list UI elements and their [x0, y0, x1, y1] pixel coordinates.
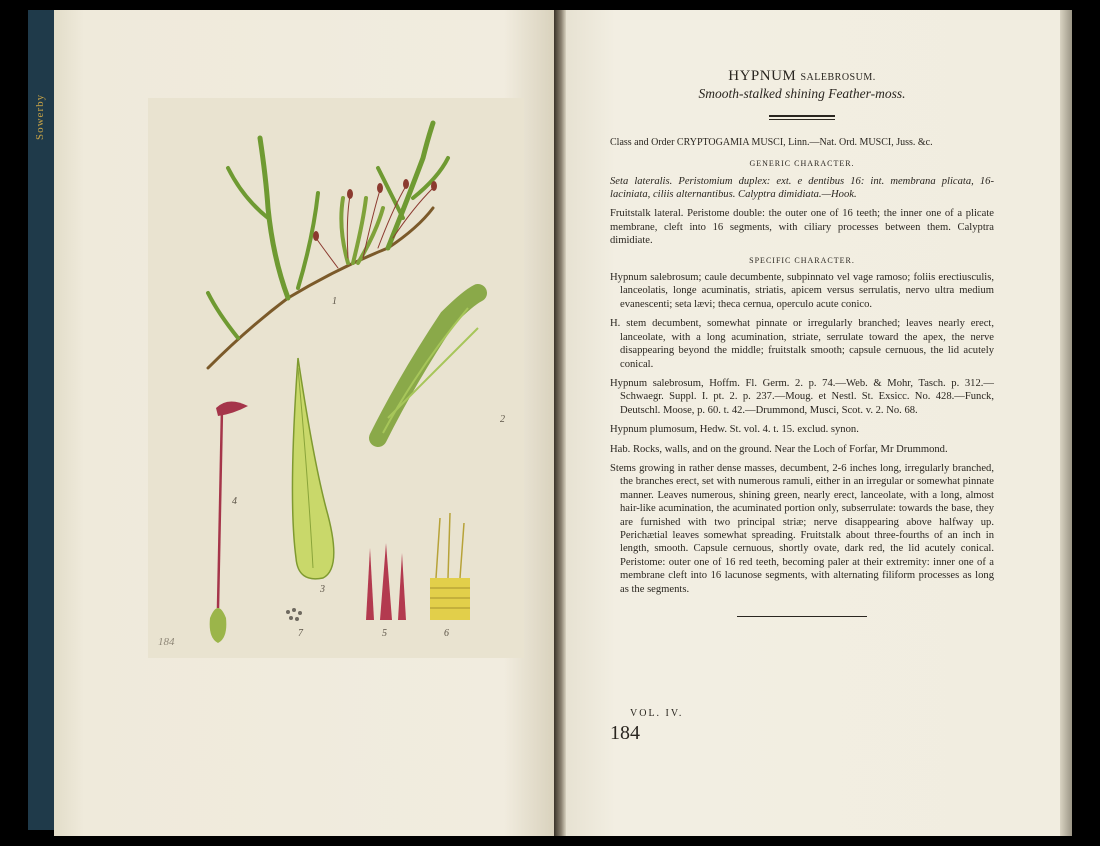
figure-label-6: 6 [444, 628, 449, 639]
figure-3-leaf [292, 358, 333, 579]
volume-label: VOL. IV. [630, 708, 684, 719]
plate-number: 184 [158, 636, 175, 648]
text-block [610, 70, 994, 617]
figure-label-7: 7 [298, 628, 303, 639]
figure-2-leafy-shoot [378, 293, 478, 438]
figure-label-5: 5 [382, 628, 387, 639]
page-title [610, 70, 994, 84]
figure-label-1: 1 [332, 296, 337, 307]
page-edge [1060, 10, 1072, 836]
spine-label: Sowerby [34, 93, 46, 140]
figure-6-inner-segments [430, 513, 470, 620]
synonymy-2: Hypnum plumosum, Hedw. St. vol. 4. t. 15. exclud. synon. [610, 424, 859, 436]
botanical-plate [148, 98, 524, 658]
figure-label-4: 4 [232, 496, 237, 507]
right-page [566, 10, 1060, 836]
generic-character-latin: Seta lateralis. Peristomium duplex: ext. e dentibus 16: int. membrana plicata, 16-laciniata, ciliis alternantibus. Calyptra dimidiata.—Hook. [610, 175, 994, 201]
figure-label-2: 2 [500, 414, 505, 425]
figure-5-outer-teeth [366, 543, 406, 620]
book-spine [28, 10, 54, 830]
synonymy: Hypnum salebrosum, Hoffm. Fl. Germ. 2. p. 74.—Web. & Mohr, Tasch. p. 312.—Schwaegr. Suppl. I. pt. 2. p. 237.—Moug. et Nestl. St. Exsicc. No. 428.—Funck, Deutschl. Moose, p. 60. t. 42.—Drummond, Musci, Scot. v. 2. No. 68. [610, 377, 994, 416]
description: Stems growing in rather dense masses, decumbent, 2-6 inches long, irregularly branched, the branches erect, set with numerous ramuli, either in an irregular or somewhat pinnate manner. Leaves numerous, shining green, nearly erect, lanceolate, with a long, almost hair-like acumination, the acuminated portion only, subserrulate: towards the base, they are furnished with two principal striæ; nerve disappearing above halfway up. Perichætial leaves somewhat spreading. Fruitstalk about three-fourths of an inch in length, smooth. Capsule cernuous, shortly ovate, dark red, the lid acutely conical. Peristome: outer one of 16 red teeth, becoming paler at their extremity: inner one of a membrane cleft into 16 lacunose segments, with alternating filiform processes as long as the segments. [610, 462, 994, 595]
specific-character-english: H. stem decumbent, somewhat pinnate or irregularly branched; leaves nearly erect, lanceolate, with a long acumination, striate, serrulate toward the apex, the nerve disappearing beyond the middle; fruitstalk smooth; capsule cernuous, the lid acutely conical. [610, 318, 994, 370]
specific-character-heading: SPECIFIC CHARACTER. [749, 255, 855, 265]
generic-character-english: Fruitstalk lateral. Peristome double: the outer one of 16 teeth; the inner one of a plicate membrane, cleft into 16 segments, with ciliary processes between them. Calyptra dimidiate. [610, 208, 994, 247]
figure-4-fruitstalk [210, 401, 248, 643]
generic-character-heading: GENERIC CHARACTER. [749, 159, 855, 169]
title-genus: HYPNUM [728, 68, 797, 84]
figure-7-spores [286, 608, 302, 621]
title-rule [769, 115, 835, 120]
specific-character-latin: Hypnum salebrosum; caule decumbente, subpinnato vel vage ramoso; foliis erectiusculis, lanceolatis, longe acuminatis, striatis, apicem versus serrulatis, nervo ultra medium evanescenti; seta lævi; theca cernua, operculo acute conico. [610, 272, 994, 310]
title-species: SALEBROSUM. [800, 72, 876, 83]
moss-illustration [148, 98, 524, 658]
page-number: 184 [610, 722, 640, 744]
common-name: Smooth-stalked shining Feather-moss. [698, 86, 906, 102]
left-page [54, 10, 554, 836]
book-gutter [554, 10, 566, 836]
habitat: Hab. Rocks, walls, and on the ground. Near the Loch of Forfar, Mr Drummond. [610, 443, 948, 455]
figure-label-3: 3 [320, 584, 325, 595]
end-rule [737, 616, 867, 617]
figure-1-moss-branch [208, 123, 448, 368]
class-order-line: Class and Order CRYPTOGAMIA MUSCI, Linn.—Nat. Ord. MUSCI, Juss. &c. [610, 136, 933, 148]
